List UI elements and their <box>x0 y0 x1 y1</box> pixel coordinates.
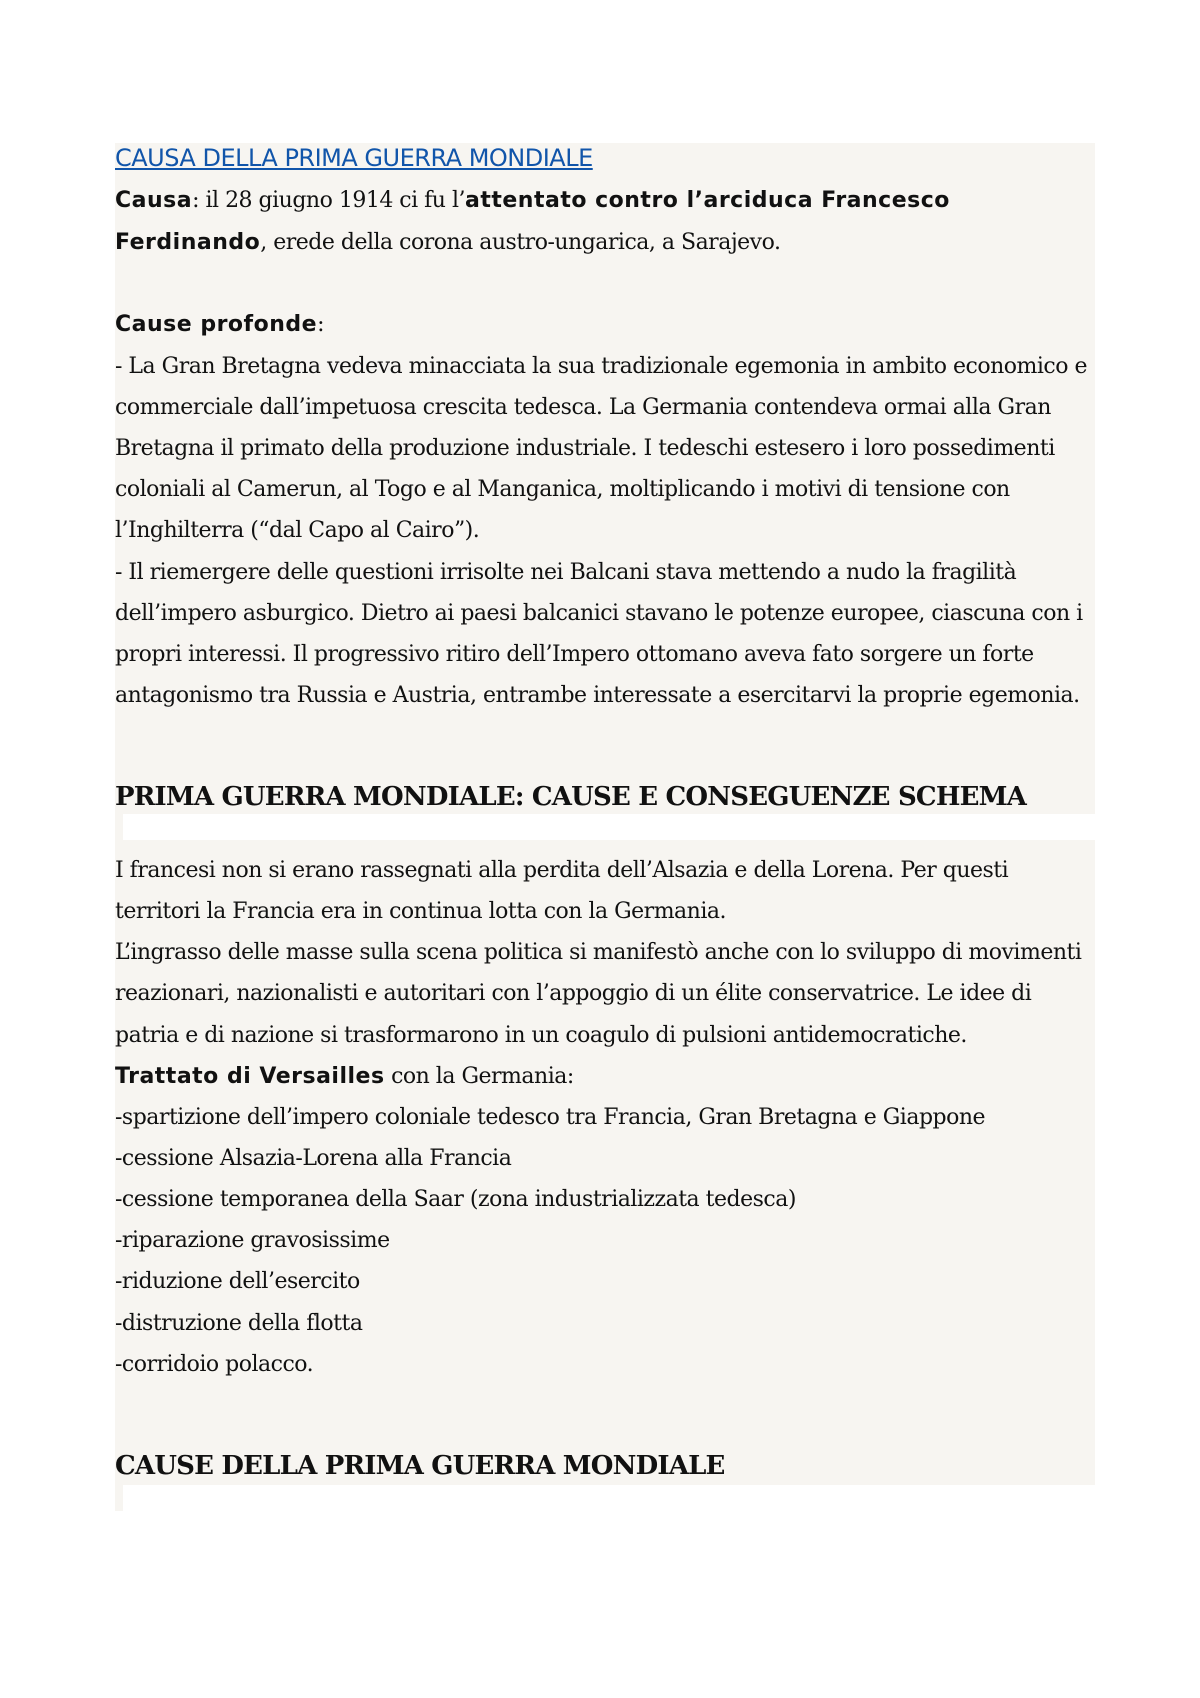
causa-rest-text: , erede della corona austro-ungarica, a Sarajevo. <box>260 230 781 255</box>
cause-profonde-heading <box>115 310 324 340</box>
title-link[interactable]: CAUSA DELLA PRIMA GUERRA MONDIALE <box>115 144 593 172</box>
ferdinando-text: Ferdinando <box>115 230 261 255</box>
paragraph-line: patria e di nazione si trasformarono in un coagulo di pulsioni antidemocratiche. <box>115 1023 967 1048</box>
paragraph-line: l’Inghilterra (“dal Capo al Cairo”). <box>115 518 480 543</box>
paragraph-line: I francesi non si erano rassegnati alla perdita dell’Alsazia e della Lorena. Per questi <box>115 858 1009 883</box>
paragraph-line: Bretagna il primato della produzione industriale. I tedeschi estesero i loro possedimenti <box>115 436 1055 461</box>
causa-paragraph-line-2 <box>115 228 780 258</box>
cause-profonde-label: Cause profonde <box>115 312 318 337</box>
document-title[interactable] <box>115 143 593 175</box>
section-gap-2 <box>115 1485 123 1511</box>
causa-paragraph-line-1 <box>115 186 950 216</box>
paragraph-line: dell’impero asburgico. Dietro ai paesi balcanici stavano le potenze europee, ciascuna con i <box>115 601 1083 626</box>
causa-label: Causa <box>115 188 193 213</box>
paragraph-line: L’ingrasso delle masse sulla scena politica si manifestò anche con lo sviluppo di movimenti <box>115 940 1082 965</box>
paragraph-line: propri interessi. Il progressivo ritiro dell’Impero ottomano aveva fato sorgere un forte <box>115 642 1034 667</box>
cause-profonde-colon: : <box>317 312 324 337</box>
paragraph-line: - La Gran Bretagna vedeva minacciata la sua tradizionale egemonia in ambito economico e <box>115 354 1087 379</box>
paragraph-line: commerciale dall’impetuosa crescita tedesca. La Germania contendeva ormai alla Gran <box>115 395 1051 420</box>
list-item: -riparazione gravosissime <box>115 1228 390 1253</box>
section-heading-schema: PRIMA GUERRA MONDIALE: CAUSE E CONSEGUENZE SCHEMA <box>115 782 1026 812</box>
paragraph-line: coloniali al Camerun, al Togo e al Manganica, moltiplicando i motivi di tensione con <box>115 477 1010 502</box>
section-heading-cause: CAUSE DELLA PRIMA GUERRA MONDIALE <box>115 1451 725 1481</box>
paragraph-line: territori la Francia era in continua lotta con la Germania. <box>115 899 726 924</box>
trattato-line <box>115 1062 574 1092</box>
trattato-rest: con la Germania: <box>384 1064 574 1089</box>
list-item: -spartizione dell’impero coloniale tedesco tra Francia, Gran Bretagna e Giappone <box>115 1105 986 1130</box>
paragraph-line: antagonismo tra Russia e Austria, entrambe interessate a esercitarvi la proprie egemonia. <box>115 683 1080 708</box>
section-gap-1 <box>115 814 123 840</box>
list-item: -cessione temporanea della Saar (zona industrializzata tedesca) <box>115 1187 796 1212</box>
list-item: -distruzione della flotta <box>115 1311 363 1336</box>
list-item: -corridoio polacco. <box>115 1352 314 1377</box>
paragraph-line: - Il riemergere delle questioni irrisolte nei Balcani stava mettendo a nudo la fragilità <box>115 560 1017 585</box>
paragraph-line: reazionari, nazionalisti e autoritari con l’appoggio di un élite conservatrice. Le idee di <box>115 981 1032 1006</box>
list-item: -riduzione dell’esercito <box>115 1269 360 1294</box>
list-item: -cessione Alsazia-Lorena alla Francia <box>115 1146 512 1171</box>
causa-text: : il 28 giugno 1914 ci fu l’ <box>192 188 465 213</box>
attentato-text: attentato contro l’arciduca Francesco <box>465 188 950 213</box>
trattato-label: Trattato di Versailles <box>115 1064 385 1089</box>
